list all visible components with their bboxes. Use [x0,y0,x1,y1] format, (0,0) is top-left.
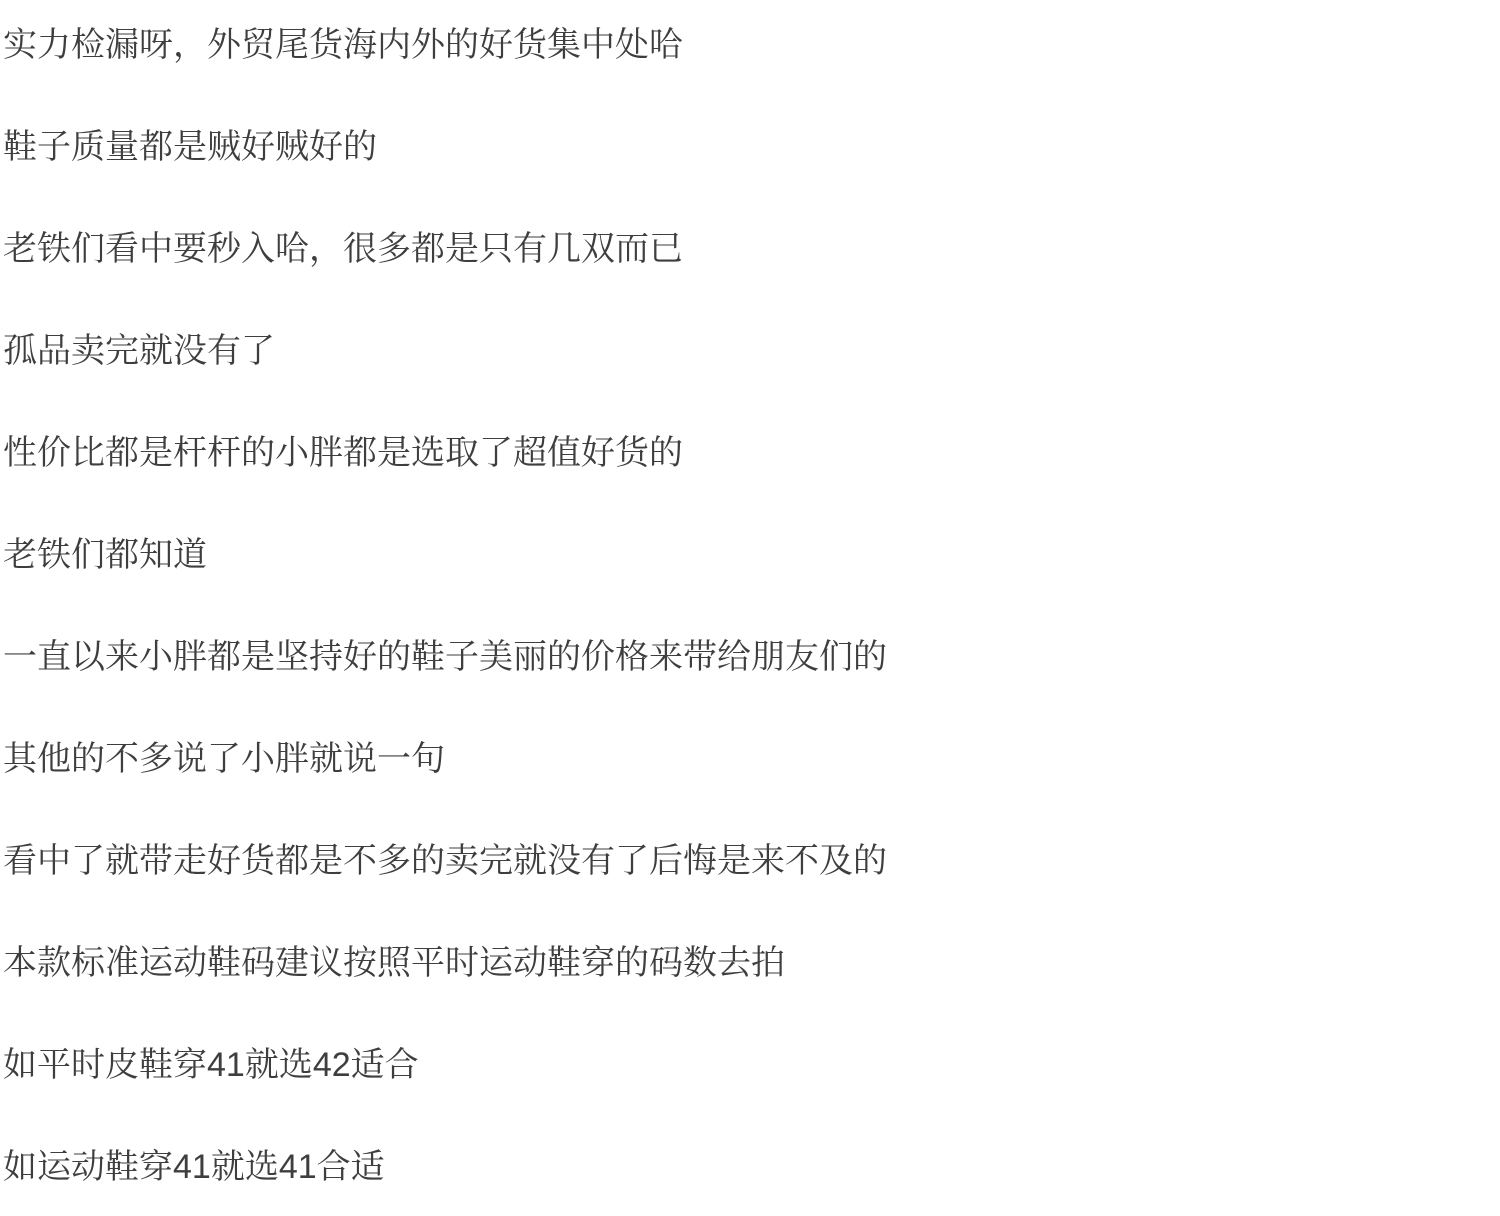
description-line-1: 实力检漏呀，外贸尾货海内外的好货集中处哈 [3,26,683,64]
description-line-10: 本款标准运动鞋码建议按照平时运动鞋穿的码数去拍 [3,944,785,982]
description-line-9: 看中了就带走好货都是不多的卖完就没有了后悔是来不及的 [3,842,887,880]
description-line-12: 如运动鞋穿41就选41合适 [3,1148,385,1186]
description-line-6: 老铁们都知道 [3,536,207,574]
description-line-8: 其他的不多说了小胖就说一句 [3,740,445,778]
description-line-11: 如平时皮鞋穿41就选42适合 [3,1046,419,1084]
description-line-5: 性价比都是杆杆的小胖都是选取了超值好货的 [3,434,683,472]
description-line-7: 一直以来小胖都是坚持好的鞋子美丽的价格来带给朋友们的 [3,638,887,676]
description-line-2: 鞋子质量都是贼好贼好的 [3,128,377,166]
description-line-4: 孤品卖完就没有了 [3,332,275,370]
description-line-3: 老铁们看中要秒入哈，很多都是只有几双而已 [3,230,683,268]
